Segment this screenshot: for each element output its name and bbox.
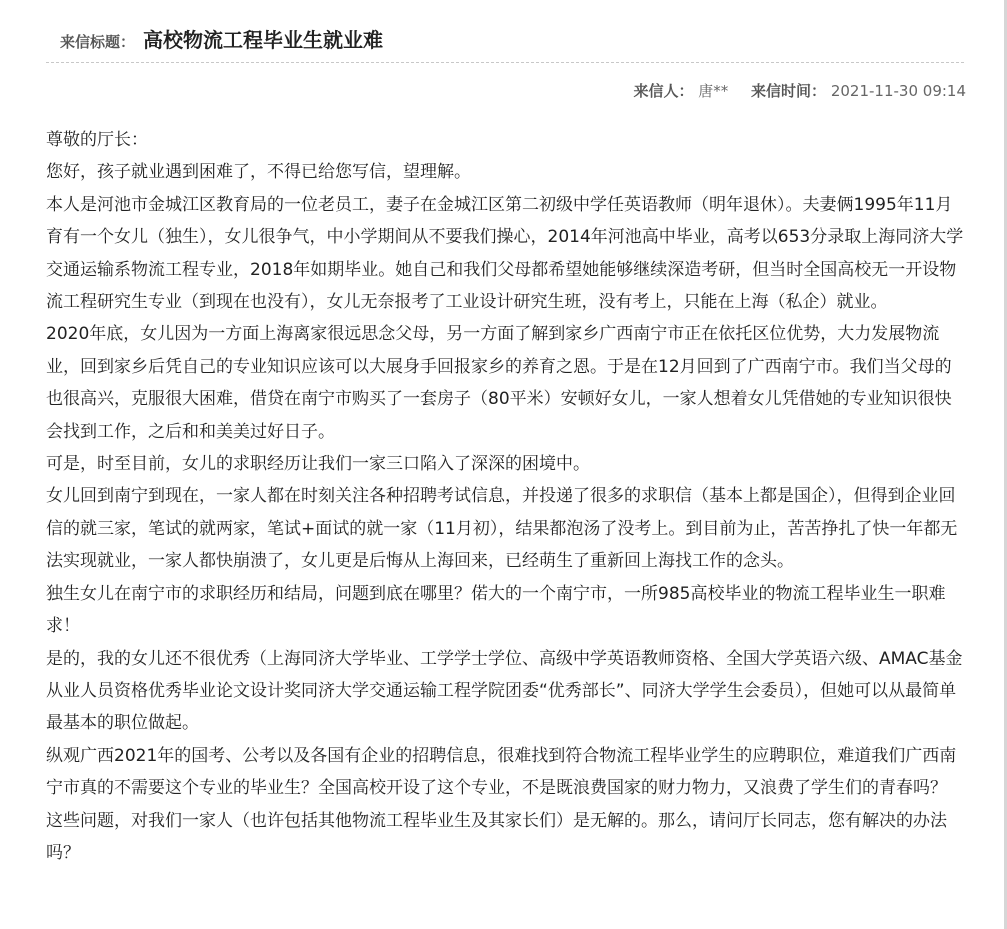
letter-meta xyxy=(633,80,966,101)
letter-paragraph: 尊敬的厅长： xyxy=(46,130,148,150)
dashed-divider xyxy=(46,62,964,63)
letter-paragraph: 2020年底，女儿因为一方面上海离家很远思念父母，另一方面了解到家乡广西南宁市正在依托区位优势，大力发展物流业，回到家乡后凭自己的专业知识应该可以大展身手回报家乡的养育之恩。于是在12月回到了广西南宁市。我们当父母的也很高兴，克服很大困难，借贷在南宁市购买了一套房子（80平米）安顿好女儿，一家人想着女儿凭借她的专业知识很快会找到工作，之后和和美美过好日子。 xyxy=(46,324,952,442)
letter-paragraph: 可是，时至目前，女儿的求职经历让我们一家三口陷入了深深的困境中。 xyxy=(46,454,590,475)
time-label: 来信时间： xyxy=(751,82,827,100)
time-value: 2021-11-30 09:14 xyxy=(830,82,966,100)
subject-label: 来信标题： xyxy=(60,33,136,51)
subject-title: 高校物流工程毕业生就业难 xyxy=(143,28,384,52)
sender-value: 唐** xyxy=(698,82,729,100)
letter-paragraph: 是的，我的女儿还不很优秀（上海同济大学毕业、工学学士学位、高级中学英语教师资格、全国大学英语六级、AMAC基金从业人员资格优秀毕业论文设计奖同济大学交通运输工程学院团委“优秀部长”、同济大学学生会委员），但她可以从最简单最基本的职位做起。 xyxy=(46,648,963,734)
letter-body xyxy=(46,124,966,869)
letter-paragraph: 本人是河池市金城江区教育局的一位老员工，妻子在金城江区第二初级中学任英语教师（明年退休）。夫妻俩1995年11月育有一个女儿（独生），女儿很争气，中小学期间从不要我们操心，2014年河池高中毕业，高考以653分录取上海同济大学交通运输系物流工程专业，2018年如期毕业。她自己和我们父母都希望她能够继续深造考研，但当时全国高校无一开设物流工程研究生专业（到现在也没有），女儿无奈报考了工业设计研究生班，没有考上，只能在上海（私企）就业。 xyxy=(46,194,964,313)
sender-label: 来信人： xyxy=(633,82,694,100)
letter-subject xyxy=(60,24,383,56)
letter-paragraph: 独生女儿在南宁市的求职经历和结局，问题到底在哪里？偌大的一个南宁市，一所985高校毕业的物流工程毕业生一职难求！ xyxy=(46,583,946,637)
letter-paragraph: 女儿回到南宁到现在，一家人都在时刻关注各种招聘考试信息，并投递了很多的求职信（基本上都是国企），但得到企业回信的就三家，笔试的就两家，笔试+面试的就一家（11月初），结果都泡汤了没考上。到目前为止，苦苦挣扎了快一年都无法实现就业，一家人都快崩溃了，女儿更是后悔从上海回来，已经萌生了重新回上海找工作的念头。 xyxy=(46,486,958,572)
letter-paragraph: 这些问题，对我们一家人（也许包括其他物流工程毕业生及其家长们）是无解的。那么，请问厅长同志，您有解决的办法吗？ xyxy=(46,810,947,863)
letter-paragraph: 您好，孩子就业遇到困难了，不得已给您写信，望理解。 xyxy=(46,162,471,183)
letter-paragraph: 纵观广西2021年的国考、公考以及各国有企业的招聘信息，很难找到符合物流工程毕业学生的应聘职位，难道我们广西南宁市真的不需要这个专业的毕业生？全国高校开设了这个专业，不是既浪费国家的财力物力，又浪费了学生们的青春吗？ xyxy=(46,745,957,799)
